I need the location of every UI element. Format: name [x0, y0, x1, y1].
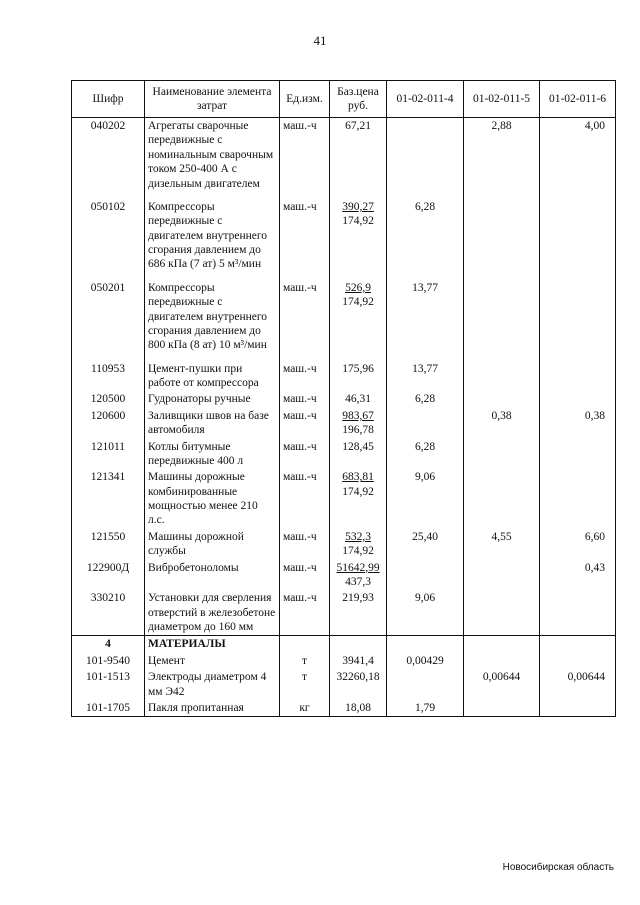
row-code: 330210 [72, 590, 145, 636]
price-value: 67,21 [345, 120, 371, 132]
row-unit: маш.-ч [280, 529, 330, 560]
material-price: 18,08 [330, 700, 387, 717]
row-code: 122900Д [72, 560, 145, 591]
table-row [72, 408, 616, 439]
row-n4: 9,06 [387, 469, 464, 529]
row-n4: 9,06 [387, 590, 464, 636]
table-row [72, 560, 616, 591]
section-row [72, 636, 616, 653]
header-unit: Ед.изм. [280, 81, 330, 118]
row-n4 [387, 408, 464, 439]
material-unit: т [280, 653, 330, 669]
row-name: Заливщики швов на базе автомобиля [145, 408, 280, 439]
material-n5: 0,00644 [464, 669, 540, 700]
material-n4: 1,79 [387, 700, 464, 717]
table-row [72, 469, 616, 529]
row-unit: маш.-ч [280, 192, 330, 273]
empty-cell [280, 636, 330, 653]
row-name: Компрессоры передвижные с двигателем внутреннего сгорания давлением до 800 кПа (8 ат) 10 м³/мин [145, 273, 280, 354]
row-code: 120600 [72, 408, 145, 439]
table-row [72, 391, 616, 407]
row-n6 [540, 439, 616, 470]
material-row [72, 700, 616, 717]
material-row [72, 653, 616, 669]
header-price: Баз.цена руб. [330, 81, 387, 118]
row-name: Вибробетоноломы [145, 560, 280, 591]
material-unit: т [280, 669, 330, 700]
row-price [330, 560, 387, 591]
price-value: 175,96 [342, 362, 374, 375]
row-code: 050102 [72, 192, 145, 273]
empty-cell [540, 636, 616, 653]
price-value: 983,67 [342, 409, 374, 422]
row-n6 [540, 354, 616, 392]
row-name: Котлы битумные передвижные 400 л [145, 439, 280, 470]
row-n4: 6,28 [387, 439, 464, 470]
row-n5 [464, 560, 540, 591]
material-n4 [387, 669, 464, 700]
region-footer: Новосибирская область [502, 862, 614, 873]
row-price [330, 391, 387, 407]
table-row [72, 439, 616, 470]
table-row [72, 590, 616, 636]
table-row [72, 529, 616, 560]
material-n4: 0,00429 [387, 653, 464, 669]
row-price [330, 439, 387, 470]
page-number: 41 [313, 33, 327, 48]
material-row [72, 669, 616, 700]
row-code: 120500 [72, 391, 145, 407]
cost-table [71, 80, 616, 717]
row-n5: 2,88 [464, 118, 540, 192]
price-value: 128,45 [342, 440, 374, 453]
material-name: Цемент [145, 653, 280, 669]
empty-cell [387, 636, 464, 653]
header-n6: 01-02-011-6 [540, 81, 616, 118]
row-n5 [464, 439, 540, 470]
row-code: 050201 [72, 273, 145, 354]
row-price [330, 590, 387, 636]
material-n5 [464, 653, 540, 669]
row-unit: маш.-ч [280, 439, 330, 470]
table-row [72, 354, 616, 392]
row-price [330, 273, 387, 354]
row-n5: 0,38 [464, 408, 540, 439]
material-code: 101-1513 [72, 669, 145, 700]
row-name: Машины дорожные комбинированные мощностью менее 210 л.с. [145, 469, 280, 529]
row-unit: маш.-ч [280, 469, 330, 529]
row-n4: 6,28 [387, 391, 464, 407]
empty-cell [464, 636, 540, 653]
row-n6 [540, 469, 616, 529]
price-value: 526,9 [345, 281, 371, 294]
row-code: 121011 [72, 439, 145, 470]
material-n6 [540, 653, 616, 669]
row-n6 [540, 590, 616, 636]
price-value: 46,31 [345, 393, 371, 406]
material-price: 32260,18 [330, 669, 387, 700]
price-value: 532,3 [345, 530, 371, 543]
row-price [330, 469, 387, 529]
row-n6 [540, 391, 616, 407]
row-unit: маш.-ч [280, 273, 330, 354]
row-n4: 6,28 [387, 192, 464, 273]
header-name: Наименование элемента затрат [145, 81, 280, 118]
material-code: 101-1705 [72, 700, 145, 717]
row-n6: 4,00 [540, 118, 616, 192]
material-name: Электроды диаметром 4 мм Э42 [145, 669, 280, 700]
material-name: Пакля пропитанная [145, 700, 280, 717]
price-secondary-value: 174,92 [342, 215, 374, 228]
row-n6 [540, 273, 616, 354]
material-unit: кг [280, 700, 330, 717]
row-price [330, 118, 387, 192]
row-n4 [387, 560, 464, 591]
table-header [72, 81, 616, 118]
row-n5 [464, 391, 540, 407]
section-title: МАТЕРИАЛЫ [145, 636, 280, 653]
row-price [330, 408, 387, 439]
price-secondary-value: 196,78 [342, 424, 374, 437]
material-n6: 0,00644 [540, 669, 616, 700]
price-value: 390,27 [342, 200, 374, 213]
price-secondary-value: 174,92 [342, 545, 374, 558]
row-n6: 0,38 [540, 408, 616, 439]
row-n5 [464, 354, 540, 392]
row-n4: 13,77 [387, 273, 464, 354]
row-n5 [464, 590, 540, 636]
price-value: 219,93 [342, 592, 374, 605]
row-code: 110953 [72, 354, 145, 392]
material-n6 [540, 700, 616, 717]
row-unit: маш.-ч [280, 391, 330, 407]
row-n4: 13,77 [387, 354, 464, 392]
row-code: 040202 [72, 118, 145, 192]
row-price [330, 529, 387, 560]
row-name: Машины дорожной службы [145, 529, 280, 560]
table-row [72, 273, 616, 354]
row-unit: маш.-ч [280, 408, 330, 439]
material-price: 3941,4 [330, 653, 387, 669]
row-name: Компрессоры передвижные с двигателем внутреннего сгорания давлением до 686 кПа (7 ат) 5 м³/мин [145, 192, 280, 273]
row-name: Агрегаты сварочные передвижные с номинальным сварочным током 250-400 А с дизельным двигателем [145, 118, 280, 192]
price-value: 51642,99 [336, 561, 380, 574]
row-name: Цемент-пушки при работе от компрессора [145, 354, 280, 392]
header-n4: 01-02-011-4 [387, 81, 464, 118]
header-code: Шифр [72, 81, 145, 118]
row-n5 [464, 273, 540, 354]
row-n5 [464, 192, 540, 273]
material-code: 101-9540 [72, 653, 145, 669]
row-unit: маш.-ч [280, 354, 330, 392]
row-unit: маш.-ч [280, 560, 330, 591]
row-unit: маш.-ч [280, 118, 330, 192]
row-n5: 4,55 [464, 529, 540, 560]
section-number: 4 [72, 636, 145, 653]
row-n6: 0,43 [540, 560, 616, 591]
row-name: Гудронаторы ручные [145, 391, 280, 407]
price-value: 683,81 [342, 471, 374, 484]
price-secondary-value: 174,92 [342, 485, 374, 498]
row-n6: 6,60 [540, 529, 616, 560]
row-code: 121550 [72, 529, 145, 560]
price-secondary-value: 437,3 [345, 575, 371, 588]
row-name: Установки для сверления отверстий в железобетоне диаметром до 160 мм [145, 590, 280, 636]
table-row [72, 192, 616, 273]
row-price [330, 354, 387, 392]
empty-cell [330, 636, 387, 653]
price-secondary-value: 174,92 [342, 296, 374, 309]
row-price [330, 192, 387, 273]
header-n5: 01-02-011-5 [464, 81, 540, 118]
row-n4: 25,40 [387, 529, 464, 560]
material-n5 [464, 700, 540, 717]
row-unit: маш.-ч [280, 590, 330, 636]
row-n5 [464, 469, 540, 529]
row-code: 121341 [72, 469, 145, 529]
row-n6 [540, 192, 616, 273]
table-row [72, 118, 616, 192]
row-n4 [387, 118, 464, 192]
